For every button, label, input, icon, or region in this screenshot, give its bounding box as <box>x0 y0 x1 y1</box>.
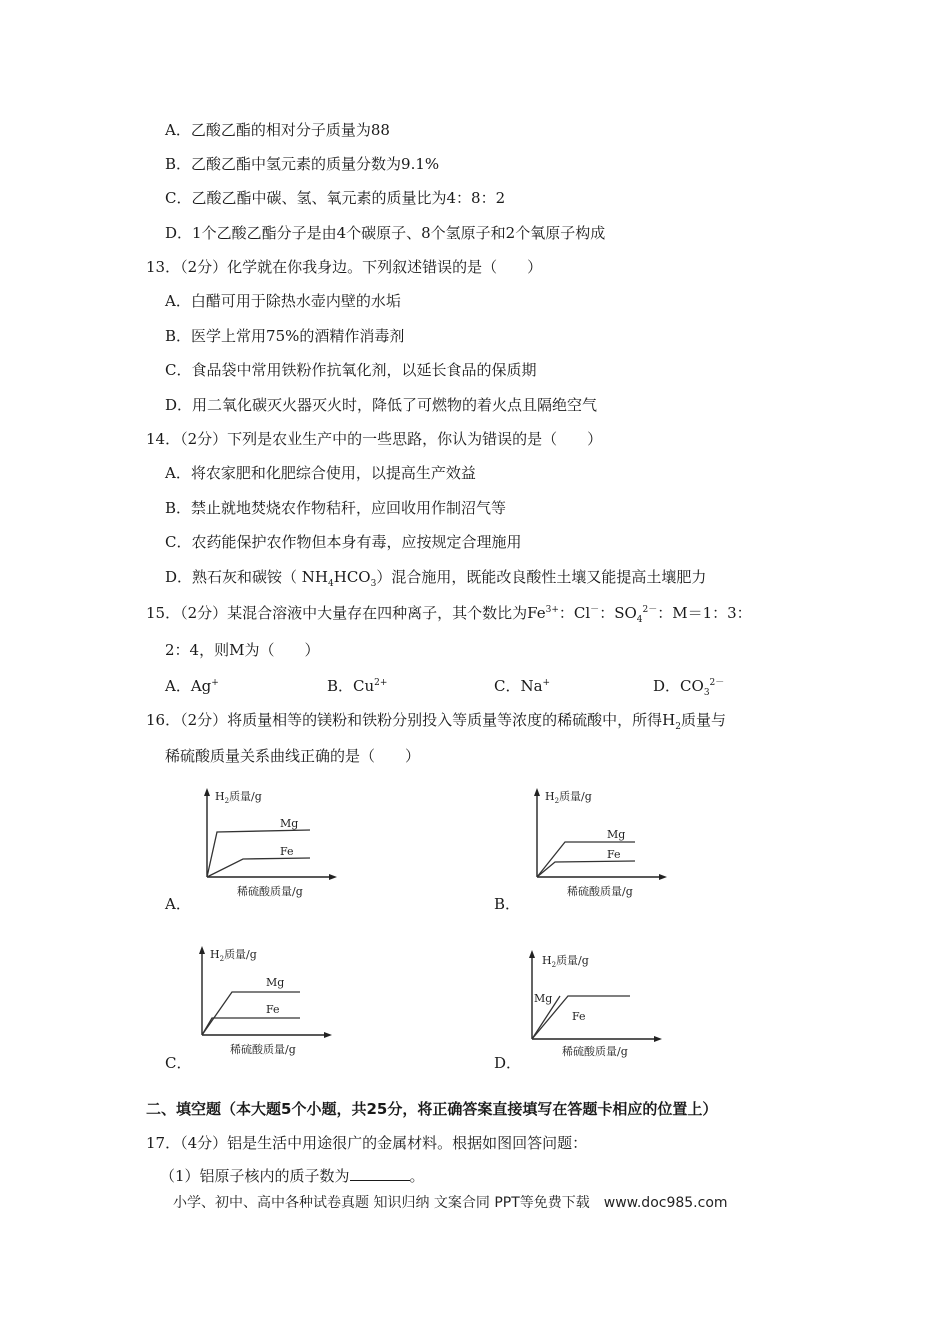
q16-stem <box>146 710 726 730</box>
graph-a-fe-label: Fe <box>280 845 294 858</box>
footer-watermark: 小学、初中、高中各种试卷真题 知识归纳 文案合同 PPT等免费下载 www.doc985.com <box>173 1195 728 1211</box>
q15-option-d-sup: 2－ <box>709 678 725 688</box>
q16-option-b: B． <box>494 895 521 913</box>
q15-sub-so: 4 <box>636 615 643 625</box>
q16-stem-a: 16．（2分）将质量相等的镁粉和铁粉分别投入等质量等浓度的稀硫酸中，所得H <box>146 711 676 729</box>
q15-stem-d: ：M＝1：3： <box>657 604 752 622</box>
graph-b-fe-curve <box>537 861 635 877</box>
q15-option-d-sub: 3 <box>703 688 710 698</box>
q15-option-a <box>165 675 219 696</box>
graph-a-fe-curve <box>207 858 310 877</box>
graph-a-mg-label: Mg <box>280 817 299 830</box>
graph-a-xlabel: 稀硫酸质量/g <box>237 885 303 898</box>
q14-option-d-mid: HCO <box>333 568 371 586</box>
q15-option-b-text: B．Cu <box>327 677 375 695</box>
q15-stem-a: 15．（2分）某混合溶液中大量存在四种离子，其个数比为Fe <box>146 604 546 622</box>
graph-d-x-arrow <box>654 1036 662 1042</box>
q15-stem-line2: 2：4，则M为（ ） <box>165 641 320 659</box>
q14-option-a: A．将农家肥和化肥综合使用，以提高生产效益 <box>165 464 476 482</box>
q15-option-b <box>327 675 387 696</box>
q16-option-c: C． <box>165 1054 192 1072</box>
graph-d-ylabel: $H_2$质量/g <box>542 954 589 969</box>
graph-d-y-arrow <box>529 950 535 958</box>
q13-option-d: D．用二氧化碳灭火器灭火时，降低了可燃物的着火点且隔绝空气 <box>165 396 598 414</box>
graph-a-y-arrow <box>204 788 210 796</box>
q16-option-d: D． <box>494 1054 522 1072</box>
q15-option-d <box>653 675 724 696</box>
graph-c-fe-curve <box>202 1018 300 1035</box>
q17-sub1-end: 。 <box>409 1167 425 1185</box>
graph-d-mg-label: Mg <box>534 992 553 1005</box>
q15-stem-b: ：Cl <box>558 604 591 622</box>
graph-c-xlabel: 稀硫酸质量/g <box>230 1043 296 1056</box>
graph-d-fe-label: Fe <box>572 1010 586 1023</box>
q14-option-d-suffix: ）混合施用，既能改良酸性土壤又能提高土壤肥力 <box>376 568 707 586</box>
q13-option-b: B．医学上常用75%的酒精作消毒剂 <box>165 327 405 345</box>
q14-option-b: B．禁止就地焚烧农作物秸秆，应回收用作制沼气等 <box>165 499 507 517</box>
q15-option-c-text: C．Na <box>494 677 543 695</box>
graph-c-y-arrow <box>199 946 205 954</box>
graph-c <box>190 940 340 1060</box>
graph-d-xlabel: 稀硫酸质量/g <box>562 1045 628 1058</box>
graph-b-x-arrow <box>659 874 667 880</box>
q17-sub1 <box>160 1166 425 1186</box>
graph-d <box>520 944 670 1064</box>
q15-stem-c: ：SO <box>599 604 637 622</box>
q15-option-d-text: D．CO <box>653 677 704 695</box>
graph-b-fe-label: Fe <box>607 848 621 861</box>
q15-option-b-sup: 2+ <box>374 678 388 688</box>
q14-option-c: C．农药能保护农作物但本身有毒，应按规定合理施用 <box>165 533 522 551</box>
q12-option-b: B．乙酸乙酯中氢元素的质量分数为9.1% <box>165 155 440 173</box>
graph-c-fe-label: Fe <box>266 1003 280 1016</box>
graph-a <box>195 782 345 902</box>
graph-c-mg-label: Mg <box>266 976 285 989</box>
graph-a-x-arrow <box>329 874 337 880</box>
q14-option-d-prefix: D．熟石灰和碳铵（ NH <box>165 568 329 586</box>
q13-stem: 13．（2分）化学就在你我身边。下列叙述错误的是（ ） <box>146 258 543 276</box>
q16-stem-sub: 2 <box>675 722 681 732</box>
q15-stem <box>146 603 752 623</box>
graph-b-xlabel: 稀硫酸质量/g <box>567 885 633 898</box>
q14-option-d-sub1: 4 <box>328 579 334 589</box>
q15-option-a-sup: + <box>211 678 219 688</box>
q17-sub1-text: （1）铝原子核内的质子数为 <box>160 1167 350 1185</box>
q16-stem-b: 质量与 <box>680 711 726 729</box>
q15-sup-fe: 3+ <box>545 605 559 615</box>
graph-c-x-arrow <box>324 1032 332 1038</box>
q16-option-a: A． <box>165 895 191 913</box>
answer-blank[interactable] <box>350 1166 410 1181</box>
q12-option-d: D．1个乙酸乙酯分子是由4个碳原子、8个氢原子和2个氧原子构成 <box>165 224 606 242</box>
q13-option-c: C．食品袋中常用铁粉作抗氧化剂，以延长食品的保质期 <box>165 361 537 379</box>
q15-sup-cl: － <box>590 605 600 615</box>
graph-b-y-arrow <box>534 788 540 796</box>
q15-sup-so: 2－ <box>642 605 658 615</box>
graph-b <box>525 782 675 902</box>
section-2-heading: 二、填空题（本大题5个小题，共25分，将正确答案直接填写在答题卡相应的位置上） <box>146 1100 718 1118</box>
q12-option-a: A．乙酸乙酯的相对分子质量为88 <box>165 121 390 139</box>
q14-option-d <box>165 567 706 587</box>
q14-stem: 14．（2分）下列是农业生产中的一些思路，你认为错误的是（ ） <box>146 430 603 448</box>
q17-stem: 17．（4分）铝是生活中用途很广的金属材料。根据如图回答问题： <box>146 1134 588 1152</box>
graph-c-ylabel: $H_2$质量/g <box>210 948 257 963</box>
q15-option-c-sup: + <box>542 678 551 688</box>
q15-option-a-text: A．Ag <box>165 677 212 695</box>
q13-option-a: A．白醋可用于除热水壶内壁的水垢 <box>165 292 401 310</box>
q15-option-c <box>494 675 550 696</box>
q14-option-d-sub2: 3 <box>370 579 377 589</box>
graph-b-ylabel: $H_2$质量/g <box>545 790 592 805</box>
graph-c-mg-curve <box>202 992 300 1035</box>
graph-b-mg-label: Mg <box>607 828 626 841</box>
graph-a-ylabel: $H_2$质量/g <box>215 790 262 805</box>
q12-option-c: C．乙酸乙酯中碳、氢、氧元素的质量比为4：8：2 <box>165 189 506 207</box>
q16-stem-line2: 稀硫酸质量关系曲线正确的是（ ） <box>165 747 421 765</box>
